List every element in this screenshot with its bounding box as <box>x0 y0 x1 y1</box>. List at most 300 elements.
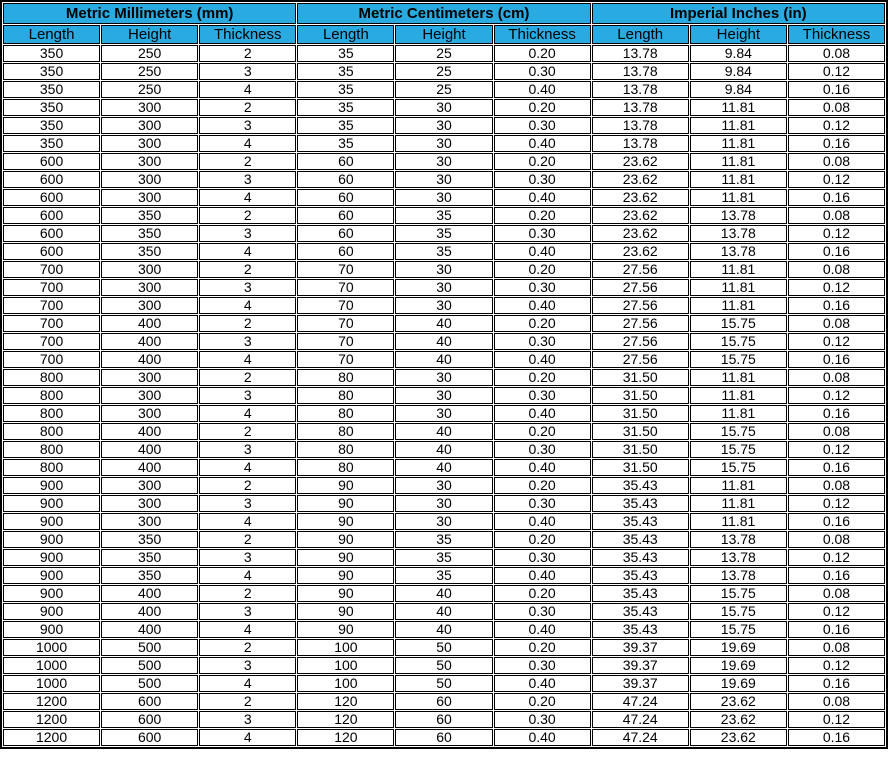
table-cell: 0.20 <box>494 531 591 548</box>
table-row <box>3 315 885 332</box>
table-cell: 0.08 <box>788 207 885 224</box>
table-cell: 15.75 <box>690 603 787 620</box>
table-cell: 250 <box>101 45 198 62</box>
table-cell: 27.56 <box>592 261 689 278</box>
table-cell: 300 <box>101 99 198 116</box>
table-cell: 13.78 <box>592 45 689 62</box>
table-row <box>3 585 885 602</box>
table-row <box>3 441 885 458</box>
table-cell: 35 <box>297 81 394 98</box>
table-cell: 0.08 <box>788 639 885 656</box>
table-cell: 80 <box>297 423 394 440</box>
table-cell: 35 <box>395 207 492 224</box>
table-cell: 35 <box>395 567 492 584</box>
table-cell: 11.81 <box>690 387 787 404</box>
table-cell: 60 <box>297 207 394 224</box>
table-cell: 30 <box>395 513 492 530</box>
table-row <box>3 531 885 548</box>
table-cell: 3 <box>199 279 296 296</box>
table-cell: 700 <box>3 351 100 368</box>
table-cell: 0.12 <box>788 117 885 134</box>
table-cell: 2 <box>199 315 296 332</box>
table-cell: 30 <box>395 261 492 278</box>
table-cell: 0.40 <box>494 243 591 260</box>
table-cell: 4 <box>199 81 296 98</box>
table-cell: 40 <box>395 585 492 602</box>
table-row <box>3 387 885 404</box>
table-cell: 0.30 <box>494 117 591 134</box>
table-cell: 250 <box>101 63 198 80</box>
table-cell: 800 <box>3 369 100 386</box>
table-cell: 4 <box>199 621 296 638</box>
table-cell: 400 <box>101 315 198 332</box>
table-cell: 70 <box>297 279 394 296</box>
table-cell: 500 <box>101 657 198 674</box>
table-cell: 400 <box>101 603 198 620</box>
table-cell: 2 <box>199 153 296 170</box>
table-cell: 9.84 <box>690 45 787 62</box>
table-cell: 0.40 <box>494 459 591 476</box>
table-cell: 31.50 <box>592 441 689 458</box>
table-cell: 2 <box>199 585 296 602</box>
table-cell: 70 <box>297 297 394 314</box>
table-cell: 3 <box>199 549 296 566</box>
table-cell: 15.75 <box>690 423 787 440</box>
table-row <box>3 423 885 440</box>
table-cell: 0.30 <box>494 495 591 512</box>
table-row <box>3 549 885 566</box>
table-cell: 30 <box>395 99 492 116</box>
table-cell: 900 <box>3 531 100 548</box>
table-cell: 4 <box>199 243 296 260</box>
table-row <box>3 405 885 422</box>
table-cell: 30 <box>395 297 492 314</box>
table-cell: 2 <box>199 477 296 494</box>
table-cell: 35.43 <box>592 567 689 584</box>
table-body <box>3 45 885 746</box>
table-cell: 800 <box>3 387 100 404</box>
table-row <box>3 243 885 260</box>
table-cell: 90 <box>297 585 394 602</box>
table-cell: 11.81 <box>690 297 787 314</box>
table-cell: 0.08 <box>788 369 885 386</box>
table-cell: 13.78 <box>592 117 689 134</box>
table-cell: 350 <box>3 99 100 116</box>
table-cell: 300 <box>101 405 198 422</box>
table-cell: 13.78 <box>690 531 787 548</box>
table-cell: 27.56 <box>592 279 689 296</box>
table-cell: 350 <box>101 207 198 224</box>
table-cell: 13.78 <box>592 99 689 116</box>
table-cell: 30 <box>395 189 492 206</box>
table-cell: 30 <box>395 495 492 512</box>
table-cell: 900 <box>3 513 100 530</box>
table-cell: 31.50 <box>592 387 689 404</box>
table-cell: 15.75 <box>690 585 787 602</box>
table-row <box>3 369 885 386</box>
table-cell: 13.78 <box>690 207 787 224</box>
column-header-mm-height: Height <box>101 25 198 44</box>
table-cell: 0.08 <box>788 585 885 602</box>
table-cell: 0.30 <box>494 63 591 80</box>
table-cell: 1200 <box>3 693 100 710</box>
table-cell: 11.81 <box>690 153 787 170</box>
table-cell: 30 <box>395 477 492 494</box>
table-cell: 35 <box>395 225 492 242</box>
table-cell: 300 <box>101 297 198 314</box>
column-header-cm-height: Height <box>395 25 492 44</box>
table-cell: 90 <box>297 513 394 530</box>
table-cell: 2 <box>199 45 296 62</box>
table-cell: 0.12 <box>788 387 885 404</box>
table-cell: 0.16 <box>788 135 885 152</box>
table-cell: 35.43 <box>592 621 689 638</box>
table-cell: 2 <box>199 423 296 440</box>
table-cell: 0.40 <box>494 81 591 98</box>
table-cell: 40 <box>395 459 492 476</box>
table-cell: 800 <box>3 423 100 440</box>
table-cell: 47.24 <box>592 711 689 728</box>
table-cell: 0.08 <box>788 531 885 548</box>
table-cell: 0.12 <box>788 171 885 188</box>
table-cell: 900 <box>3 585 100 602</box>
table-cell: 0.40 <box>494 135 591 152</box>
table-cell: 40 <box>395 423 492 440</box>
table-cell: 800 <box>3 405 100 422</box>
table-cell: 50 <box>395 639 492 656</box>
table-cell: 350 <box>101 531 198 548</box>
table-row <box>3 333 885 350</box>
table-cell: 800 <box>3 441 100 458</box>
table-row <box>3 153 885 170</box>
table-cell: 600 <box>3 171 100 188</box>
table-cell: 19.69 <box>690 657 787 674</box>
table-row <box>3 45 885 62</box>
table-cell: 300 <box>101 117 198 134</box>
table-cell: 30 <box>395 405 492 422</box>
table-cell: 0.20 <box>494 315 591 332</box>
table-cell: 3 <box>199 171 296 188</box>
table-row <box>3 729 885 746</box>
table-cell: 15.75 <box>690 441 787 458</box>
table-cell: 30 <box>395 117 492 134</box>
table-cell: 0.16 <box>788 621 885 638</box>
table-cell: 0.40 <box>494 351 591 368</box>
table-cell: 0.12 <box>788 657 885 674</box>
table-cell: 40 <box>395 603 492 620</box>
table-cell: 13.78 <box>592 135 689 152</box>
table-cell: 35 <box>297 117 394 134</box>
table-cell: 19.69 <box>690 675 787 692</box>
table-cell: 60 <box>297 171 394 188</box>
table-cell: 300 <box>101 189 198 206</box>
table-cell: 23.62 <box>592 243 689 260</box>
table-row <box>3 351 885 368</box>
table-cell: 40 <box>395 333 492 350</box>
table-cell: 23.62 <box>690 711 787 728</box>
table-cell: 0.20 <box>494 693 591 710</box>
table-cell: 13.78 <box>592 63 689 80</box>
table-cell: 27.56 <box>592 315 689 332</box>
table-cell: 40 <box>395 315 492 332</box>
table-cell: 70 <box>297 315 394 332</box>
table-cell: 11.81 <box>690 513 787 530</box>
table-cell: 0.16 <box>788 297 885 314</box>
table-cell: 700 <box>3 297 100 314</box>
table-cell: 60 <box>297 225 394 242</box>
table-cell: 4 <box>199 675 296 692</box>
table-cell: 300 <box>101 513 198 530</box>
table-cell: 900 <box>3 495 100 512</box>
table-cell: 0.20 <box>494 261 591 278</box>
table-cell: 0.40 <box>494 189 591 206</box>
table-cell: 23.62 <box>592 225 689 242</box>
table-cell: 300 <box>101 171 198 188</box>
table-cell: 350 <box>101 549 198 566</box>
table-cell: 800 <box>3 459 100 476</box>
table-cell: 100 <box>297 639 394 656</box>
table-row <box>3 261 885 278</box>
group-header-metric-mm: Metric Millimeters (mm) <box>3 3 296 24</box>
table-cell: 0.16 <box>788 567 885 584</box>
table-cell: 1200 <box>3 711 100 728</box>
table-cell: 40 <box>395 351 492 368</box>
table-cell: 0.16 <box>788 675 885 692</box>
table-cell: 120 <box>297 693 394 710</box>
table-cell: 9.84 <box>690 81 787 98</box>
table-cell: 100 <box>297 675 394 692</box>
table-cell: 50 <box>395 675 492 692</box>
table-cell: 90 <box>297 495 394 512</box>
table-cell: 350 <box>3 63 100 80</box>
table-cell: 100 <box>297 657 394 674</box>
table-cell: 0.20 <box>494 99 591 116</box>
table-cell: 31.50 <box>592 369 689 386</box>
table-cell: 27.56 <box>592 333 689 350</box>
table-cell: 30 <box>395 135 492 152</box>
table-cell: 35 <box>395 549 492 566</box>
table-cell: 60 <box>297 243 394 260</box>
table-cell: 900 <box>3 567 100 584</box>
table-row <box>3 225 885 242</box>
table-cell: 70 <box>297 261 394 278</box>
table-cell: 90 <box>297 567 394 584</box>
column-header-cm-length: Length <box>297 25 394 44</box>
table-cell: 30 <box>395 153 492 170</box>
table-cell: 35.43 <box>592 603 689 620</box>
table-cell: 23.62 <box>592 171 689 188</box>
table-cell: 500 <box>101 675 198 692</box>
table-cell: 3 <box>199 63 296 80</box>
table-cell: 600 <box>101 711 198 728</box>
table-cell: 35.43 <box>592 477 689 494</box>
table-cell: 0.40 <box>494 405 591 422</box>
table-cell: 80 <box>297 405 394 422</box>
table-cell: 13.78 <box>690 567 787 584</box>
table-cell: 47.24 <box>592 693 689 710</box>
table-cell: 1000 <box>3 657 100 674</box>
table-cell: 0.40 <box>494 567 591 584</box>
table-cell: 11.81 <box>690 135 787 152</box>
table-cell: 0.30 <box>494 387 591 404</box>
table-cell: 2 <box>199 369 296 386</box>
table-cell: 0.20 <box>494 207 591 224</box>
table-cell: 80 <box>297 441 394 458</box>
table-cell: 350 <box>101 225 198 242</box>
table-cell: 350 <box>3 45 100 62</box>
table-cell: 30 <box>395 369 492 386</box>
table-row <box>3 693 885 710</box>
table-cell: 23.62 <box>592 207 689 224</box>
table-cell: 35.43 <box>592 531 689 548</box>
table-cell: 400 <box>101 585 198 602</box>
table-cell: 0.12 <box>788 63 885 80</box>
table-cell: 3 <box>199 603 296 620</box>
table-row <box>3 279 885 296</box>
table-cell: 120 <box>297 711 394 728</box>
table-cell: 0.20 <box>494 639 591 656</box>
table-cell: 4 <box>199 729 296 746</box>
table-cell: 39.37 <box>592 639 689 656</box>
table-cell: 0.12 <box>788 495 885 512</box>
table-row <box>3 477 885 494</box>
table-row <box>3 207 885 224</box>
table-cell: 300 <box>101 387 198 404</box>
table-cell: 0.08 <box>788 423 885 440</box>
table-cell: 11.81 <box>690 189 787 206</box>
table-cell: 900 <box>3 549 100 566</box>
table-cell: 39.37 <box>592 657 689 674</box>
table-cell: 90 <box>297 531 394 548</box>
table-cell: 0.16 <box>788 729 885 746</box>
table-cell: 47.24 <box>592 729 689 746</box>
table-row <box>3 657 885 674</box>
table-cell: 40 <box>395 621 492 638</box>
table-cell: 13.78 <box>690 549 787 566</box>
table-cell: 40 <box>395 441 492 458</box>
table-cell: 900 <box>3 603 100 620</box>
table-cell: 2 <box>199 99 296 116</box>
table-cell: 0.20 <box>494 45 591 62</box>
table-row <box>3 639 885 656</box>
table-row <box>3 495 885 512</box>
table-row <box>3 711 885 728</box>
table-cell: 15.75 <box>690 351 787 368</box>
table-cell: 0.30 <box>494 549 591 566</box>
table-row <box>3 621 885 638</box>
table-cell: 0.40 <box>494 513 591 530</box>
table-cell: 39.37 <box>592 675 689 692</box>
table-row <box>3 603 885 620</box>
table-cell: 0.30 <box>494 603 591 620</box>
table-cell: 350 <box>101 243 198 260</box>
table-cell: 11.81 <box>690 99 787 116</box>
table-cell: 0.08 <box>788 477 885 494</box>
table-cell: 300 <box>101 261 198 278</box>
table-cell: 300 <box>101 153 198 170</box>
table-cell: 3 <box>199 225 296 242</box>
table-cell: 30 <box>395 387 492 404</box>
table-cell: 4 <box>199 405 296 422</box>
table-cell: 0.30 <box>494 171 591 188</box>
table-cell: 70 <box>297 351 394 368</box>
table-cell: 0.40 <box>494 729 591 746</box>
table-cell: 23.62 <box>690 729 787 746</box>
table-cell: 80 <box>297 369 394 386</box>
table-cell: 90 <box>297 549 394 566</box>
table-cell: 0.08 <box>788 99 885 116</box>
table-cell: 500 <box>101 639 198 656</box>
group-header-metric-cm: Metric Centimeters (cm) <box>297 3 590 24</box>
table-cell: 0.30 <box>494 711 591 728</box>
table-cell: 3 <box>199 387 296 404</box>
table-cell: 31.50 <box>592 423 689 440</box>
table-cell: 0.30 <box>494 279 591 296</box>
table-cell: 31.50 <box>592 405 689 422</box>
table-cell: 600 <box>3 243 100 260</box>
table-cell: 0.16 <box>788 189 885 206</box>
table-cell: 300 <box>101 495 198 512</box>
table-cell: 11.81 <box>690 369 787 386</box>
table-row <box>3 189 885 206</box>
table-row <box>3 513 885 530</box>
table-cell: 300 <box>101 477 198 494</box>
table-header <box>3 3 885 44</box>
table-cell: 13.78 <box>690 243 787 260</box>
table-cell: 11.81 <box>690 405 787 422</box>
table-cell: 3 <box>199 333 296 350</box>
table-cell: 90 <box>297 603 394 620</box>
table-cell: 0.12 <box>788 711 885 728</box>
table-cell: 2 <box>199 261 296 278</box>
table-cell: 400 <box>101 423 198 440</box>
table-cell: 35 <box>297 99 394 116</box>
table-row <box>3 459 885 476</box>
table-cell: 2 <box>199 207 296 224</box>
group-header-row <box>3 3 885 24</box>
table-cell: 0.12 <box>788 441 885 458</box>
table-cell: 25 <box>395 45 492 62</box>
table-cell: 27.56 <box>592 351 689 368</box>
table-cell: 25 <box>395 63 492 80</box>
table-cell: 2 <box>199 531 296 548</box>
table-cell: 400 <box>101 333 198 350</box>
table-cell: 90 <box>297 621 394 638</box>
table-row <box>3 99 885 116</box>
table-cell: 600 <box>3 225 100 242</box>
table-cell: 350 <box>101 567 198 584</box>
table-row <box>3 63 885 80</box>
table-cell: 80 <box>297 387 394 404</box>
column-header-in-length: Length <box>592 25 689 44</box>
table-cell: 0.16 <box>788 351 885 368</box>
table-cell: 60 <box>395 729 492 746</box>
table-cell: 350 <box>3 117 100 134</box>
table-cell: 23.62 <box>690 693 787 710</box>
table-cell: 4 <box>199 135 296 152</box>
table-cell: 0.30 <box>494 225 591 242</box>
table-cell: 700 <box>3 333 100 350</box>
table-cell: 2 <box>199 693 296 710</box>
table-cell: 0.12 <box>788 225 885 242</box>
table-cell: 27.56 <box>592 297 689 314</box>
table-cell: 25 <box>395 81 492 98</box>
table-cell: 3 <box>199 711 296 728</box>
table-cell: 15.75 <box>690 621 787 638</box>
table-cell: 0.12 <box>788 603 885 620</box>
table-cell: 0.16 <box>788 243 885 260</box>
table-cell: 0.20 <box>494 423 591 440</box>
